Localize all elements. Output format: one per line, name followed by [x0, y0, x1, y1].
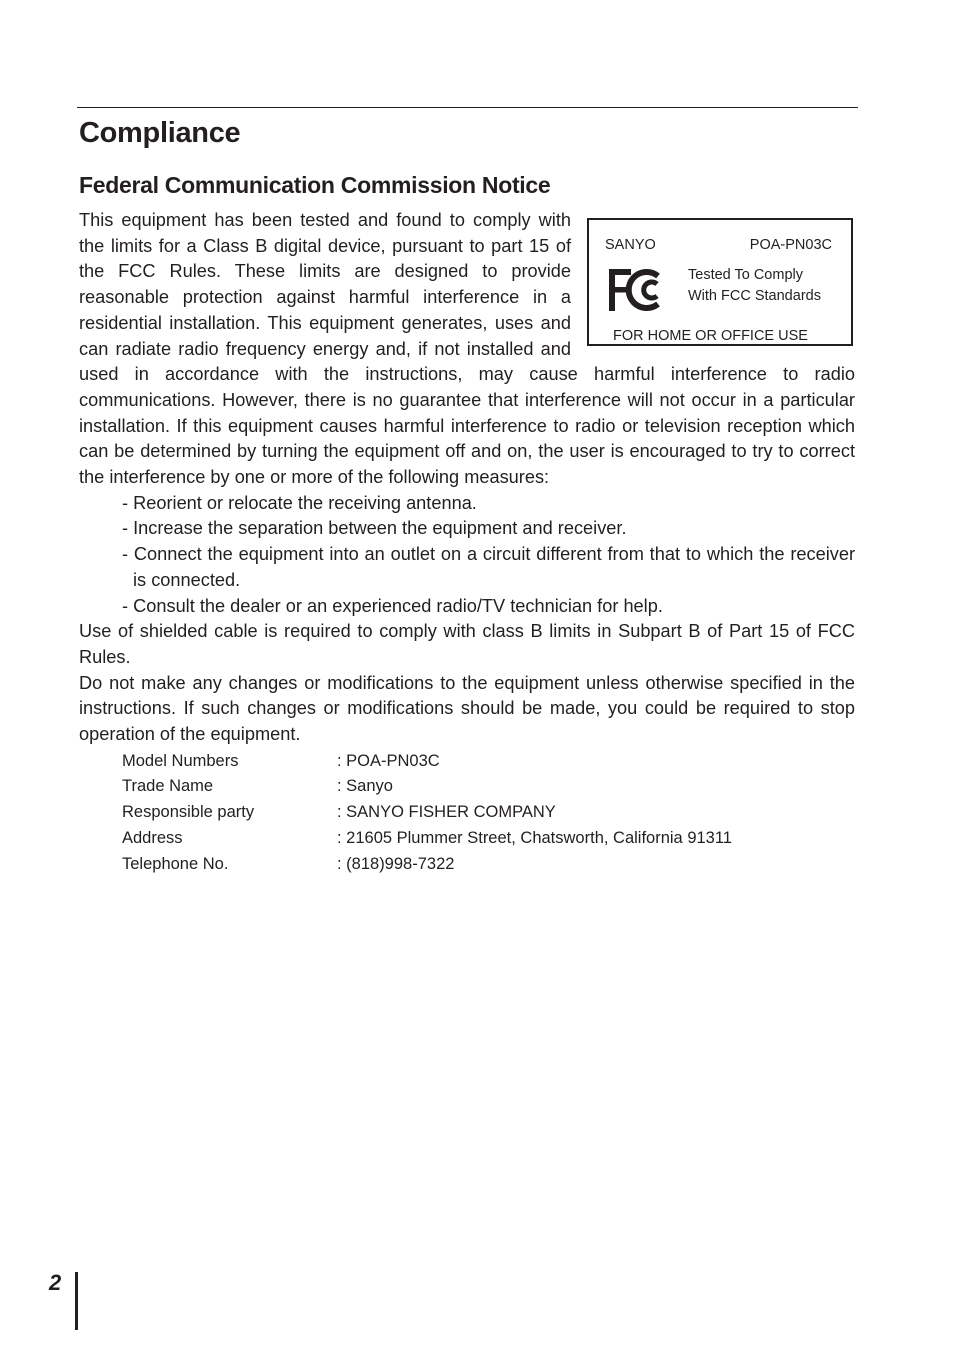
page-number-bar	[75, 1272, 78, 1330]
fcc-label-model: POA-PN03C	[749, 237, 832, 253]
info-value: : (818)998-7322	[337, 854, 455, 873]
fcc-label-tested: Tested To Comply With FCC Standards	[688, 267, 821, 304]
info-label: Model Numbers	[122, 751, 239, 770]
info-value: : 21605 Plummer Street, Chatsworth, California 91311	[337, 828, 732, 847]
info-value: : Sanyo	[337, 777, 393, 796]
table-row	[122, 749, 732, 775]
info-label: Responsible party	[122, 803, 255, 822]
info-label: Trade Name	[122, 777, 214, 796]
shielded-cable-paragraph: Use of shielded cable is required to comply with class B limits in Subpart B of Part 15 of FCC Rules.	[79, 621, 855, 667]
fcc-label-brand: SANYO	[605, 237, 656, 253]
info-value: : POA-PN03C	[337, 751, 440, 770]
page-title: Compliance	[79, 117, 241, 149]
page-number: 2	[49, 1270, 62, 1295]
modifications-paragraph: Do not make any changes or modifications to the equipment unless otherwise specified in the instructions. If such changes or modifications should be made, you could be required to stop operation of the equipment.	[79, 672, 855, 745]
section-title: Federal Communication Commission Notice	[79, 172, 551, 198]
table-row	[122, 826, 732, 852]
list-item: - Consult the dealer or an experienced radio/TV technician for help.	[122, 595, 663, 616]
table-row	[122, 852, 732, 878]
info-label: Telephone No.	[122, 854, 229, 873]
fcc-label	[587, 218, 853, 346]
fcc-label-use: FOR HOME OR OFFICE USE	[613, 328, 808, 344]
list-item: - Connect the equipment into an outlet on a circuit different from that to which the receiver is connected.	[122, 544, 855, 590]
table-row	[122, 774, 732, 800]
table-row	[122, 800, 732, 826]
notice-body	[79, 208, 855, 877]
info-value: : SANYO FISHER COMPANY	[337, 803, 556, 822]
header-rule	[77, 107, 858, 108]
compliance-info-table	[122, 749, 732, 878]
fcc-logo-icon	[607, 267, 671, 313]
intro-paragraph: This equipment has been tested and found to comply with the limits for a Class B digital device, pursuant to part 15 of the FCC Rules. These limits are designed to provide reasonable protection against harmful interference in a residential installation. This equipment generates, uses and can radiate radio frequency energy and, if not installed and used in accordance with the instructions, may cause harmful interference to radio communications. However, there is no guarantee that interference will not occur in a particular installation. If this equipment causes harmful interference to radio or television reception which can be determined by turning the equipment off and on, the user is encouraged to try to correct the interference by one or more of the following measures:	[79, 210, 855, 488]
info-label: Address	[122, 828, 183, 847]
list-item: - Reorient or relocate the receiving antenna.	[122, 492, 477, 513]
list-item: - Increase the separation between the equipment and receiver.	[122, 518, 627, 539]
measures-list	[79, 491, 855, 620]
